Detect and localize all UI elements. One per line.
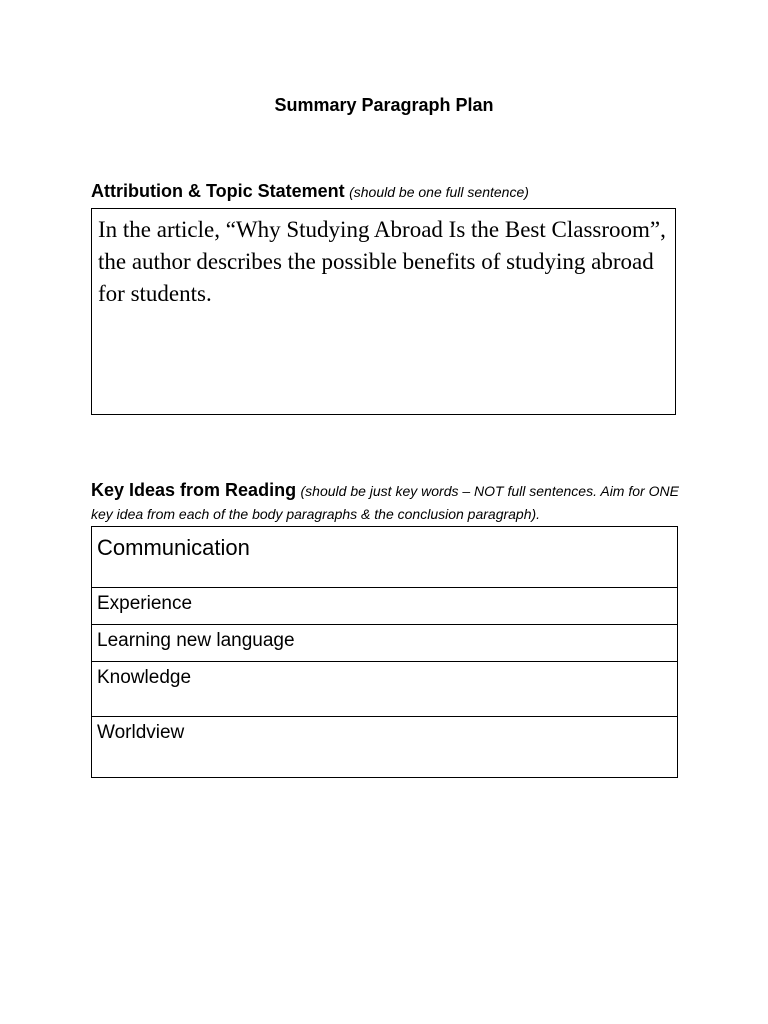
- key-idea-cell[interactable]: Learning new language: [92, 625, 678, 662]
- page-title: Summary Paragraph Plan: [274, 95, 494, 115]
- key-ideas-heading: [91, 479, 691, 526]
- topic-statement-box[interactable]: [91, 208, 676, 415]
- key-ideas-table: [91, 526, 678, 778]
- topic-statement-note: (should be one full sentence): [349, 184, 529, 200]
- topic-statement-heading-label: Attribution & Topic Statement: [91, 181, 345, 201]
- topic-statement-heading: [91, 180, 691, 204]
- key-idea-cell[interactable]: Experience: [92, 588, 678, 625]
- key-idea-cell[interactable]: Communication: [92, 527, 678, 588]
- key-ideas-heading-label: Key Ideas from Reading: [91, 480, 297, 500]
- topic-statement-text[interactable]: In the article, “Why Studying Abroad Is the Best Classroom”, the author describes the possible benefits of studying abroad for students.: [98, 217, 666, 306]
- table-row: [92, 662, 678, 717]
- table-row: [92, 588, 678, 625]
- table-row: [92, 625, 678, 662]
- key-idea-cell[interactable]: Knowledge: [92, 662, 678, 717]
- key-ideas-note: (should be just key words – NOT full sentences. Aim for ONE key idea from each of the body paragraphs & the conclusion paragraph).: [91, 483, 679, 522]
- table-row: [92, 717, 678, 778]
- key-idea-cell[interactable]: Worldview: [92, 717, 678, 778]
- table-row: [92, 527, 678, 588]
